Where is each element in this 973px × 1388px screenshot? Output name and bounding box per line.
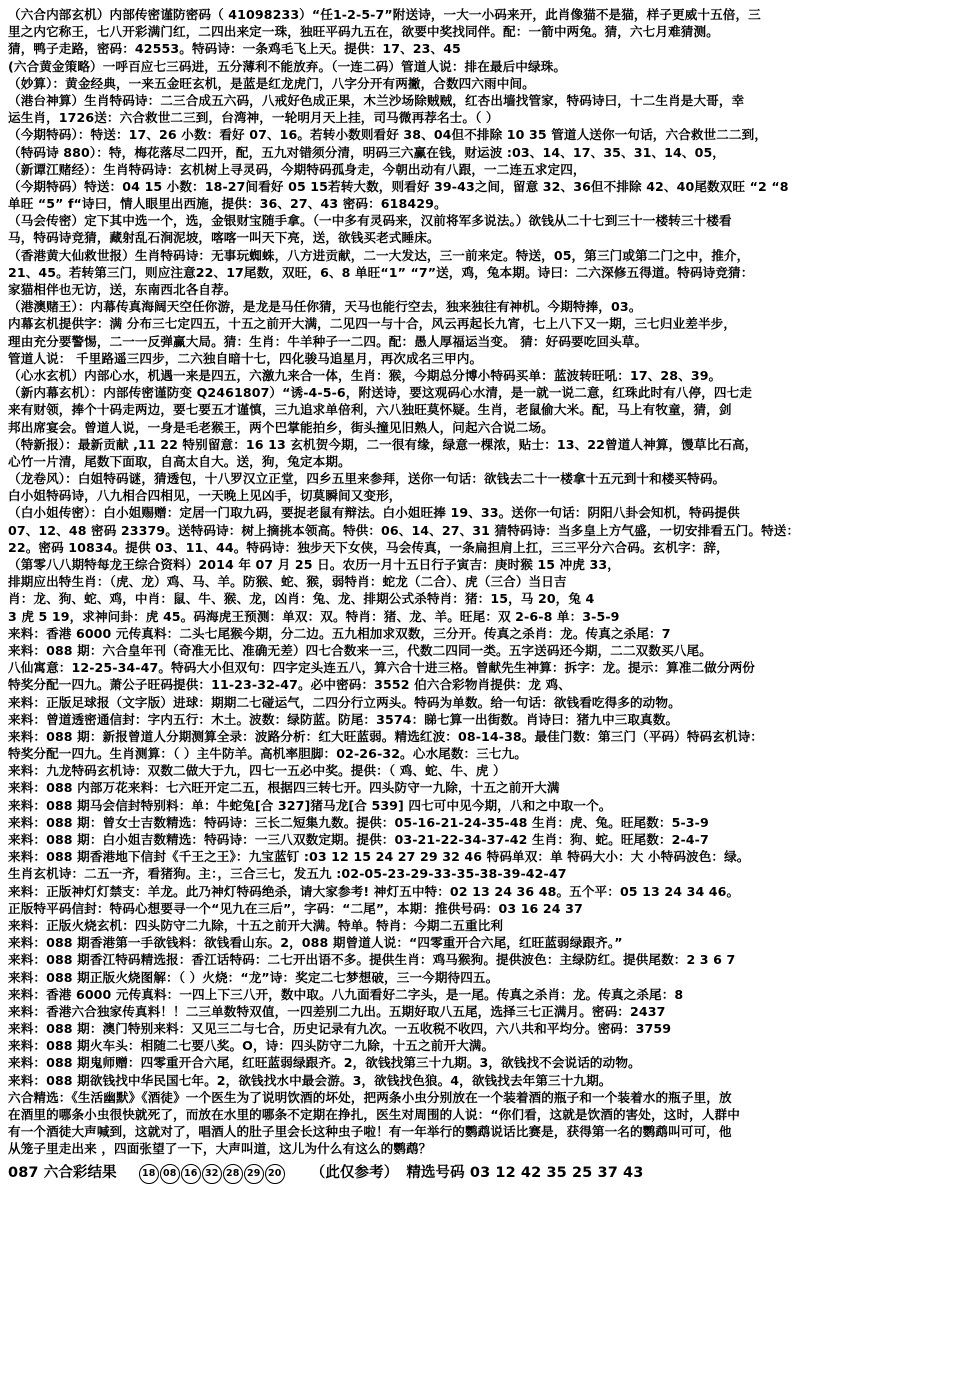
text-line: 来料：088 期正版火烧图解：（ ）火烧：“龙”诗：奖定二七梦想破，三一今期待四五。 — [8, 969, 499, 985]
text-line: 白小姐特码诗，八九相合四相见，一天晚上见凶手，切莫瞬间又变形， — [8, 488, 402, 504]
result-ball: 20 — [265, 1164, 285, 1184]
text-line: 有一个酒徒大声喊到，这就对了，唱酒人的肚子里会长这种虫子啦！有一年举行的鹦鹉说话比赛是，获得第一名的鹦鹉叫可可，他 — [8, 1124, 732, 1140]
newspaper-page — [8, 6, 965, 1382]
result-balls — [139, 1164, 285, 1184]
text-line: 22。密码 10834。提供 03、11、44。特码诗：独步天下女侠，马会传真，一条扁担肩上扛，三三平分六合码。玄机字：辞， — [8, 539, 729, 555]
text-column — [8, 6, 965, 1158]
text-line: 里之内它称王，七八开彩满门红，二四出来定一珠，独旺平码九五在，欲要中奖找同伴。配：一箭中两兔。猜，六七月难猜测。 — [8, 24, 719, 40]
text-line: 来料：088 期：澳门特别来料：又见三二与七合，历史记录有九次。一五收税不收四，六八共和平均分。密码：3759 — [8, 1021, 672, 1037]
text-line: 来料：088 期香江特码精选报：香江话特码：二七开出语不多。提供生肖：鸡马猴狗。提供波色：主绿防红。提供尾数：2 3 6 7 — [8, 952, 736, 968]
text-line: 来料：088 期：六合皇年刊（奇准无比、准确无差）四七合数来一三，代数二四同一类。五字送码还今期，二二双数买八尾。 — [8, 642, 712, 658]
text-line: 特奖分配一四九。生肖测算：（ ）主牛防羊。高机率胆脚：02-26-32。心水尾数：三七九。 — [8, 746, 527, 762]
text-line: 07、12、48 密码 23379。送特码诗：树上摘挑本领高。特供：06、14、27、31 猜特码诗：当多皇上方气盛，一切安排看五门。特送： — [8, 522, 800, 538]
text-line: 在酒里的哪条小虫很快就死了，而放在水里的哪条不定期在挣扎，医生对周围的人说：“你们看，这就是饮酒的害处，这时，人群中 — [8, 1107, 740, 1122]
text-line: 马，特码诗竞猜，藏射乱石涧泥坡，喀喀一叫天下亮，送，欲钱买老式睡床。 — [8, 230, 440, 246]
text-line: （六合内部玄机）内部传密谨防密码（ 41098233）“任1-2-5-7”附送诗，一大一小码来开，此肖像猫不是猫，样子更威十五倍，三 — [8, 7, 761, 22]
text-line: 来料：088 期：白小姐吉数精选：特码诗：一三八双数定期。提供：03-21-22-34-37-42 生肖：狗、蛇。旺尾数：2-4-7 — [8, 832, 709, 847]
text-line: 来料：曾道透密通信封：字内五行：木土。波数：绿防蓝。防尾：3574：睇七算一出街数。肖诗曰：猪九中三取真数。 — [8, 711, 679, 727]
result-ball: 28 — [223, 1164, 243, 1184]
text-line: （新内幕玄机）：内部传密谨防变 Q2461807）“诱-4-5-6，附送诗，要这观码心水清，是一就一说二意，红珠此时有八停，四七走 — [8, 385, 752, 401]
text-line: 八仙寓意：12-25-34-47。特码大小但双句：四字定头连五八，算六合十进三格。曾献先生神算：拆字：龙。提示：算准二做分两份 — [8, 660, 755, 676]
results-footer — [8, 1162, 965, 1186]
text-line: 来料：088 期马会信封特别料：单：牛蛇兔[合 327]猪马龙[合 539] 四七可中见今期，八和之中取一个。 — [8, 797, 612, 813]
text-line: （特新报）：最新贡献 ,11 22 特别留意：16 13 玄机贺今期，二一很有缘，绿意一棵浓，贴士：13、22曾道人神算，馒草比石高， — [8, 436, 758, 452]
text-line: 理由充分要警惕，二一一反弹赢大局。猜：生肖：牛羊种子一二四。配：愚人厚福运当变。 猜：好码要吃回头草。 — [8, 333, 648, 349]
text-line: （马会传密）定下其中选一个，选，金银财宝随手拿。（一中多有灵码来，汉前将军多说法。）欲钱从二十七到三十一楼转三十楼看 — [8, 213, 732, 229]
result-ball: 32 — [202, 1164, 222, 1184]
text-line: （今期特码）特送：04 15 小数：18-27间看好 05 15若转大数，则看好 39-43之间，留意 32、36但不排除 42、40尾数双旺 “2 “8 — [8, 178, 789, 194]
text-line: 来有财领，捧个十码走两边，要七要五才谨慎，三九追求单倍利，六八独旺莫怀疑。生肖，老鼠偷大米。配，马上有牧童，猜，剑 — [8, 402, 732, 418]
text-line: （龙卷风）：白姐特码谜，猜透包，十八罗汉立正堂，四乡五里来参拜，送你一句话：欲钱去二十一楼拿十五元到十和楼买特码。 — [8, 471, 726, 487]
text-line: （特码诗 880）：特，梅花落尽二四开，配，五九对错须分清，明码三六赢在钱，财运波 :03、14、17、35、31、14、05， — [8, 144, 725, 160]
text-line: 来料：香港 6000 元传真料：二头七尾猴今期，分二边。五九相加求双数，三分开。传真之杀肖：龙。传真之杀尾：7 — [8, 625, 671, 641]
text-line: 来料：九龙特码玄机诗：双数二做大于九，四七一五必中奖。提供：（ 鸡、蛇、牛、虎 ） — [8, 763, 506, 779]
text-line: （新谭江赌经）：生肖特码诗：玄机树上寻灵码，今期特码孤身走，今朝出动有八跟，一二连五求定四， — [8, 161, 586, 177]
results-title: 087 六合彩结果 — [8, 1164, 117, 1181]
text-line: 21、45。若转第三门，则应注意22、17尾数，双旺，6、8 单旺“1” “7”送，鸡，兔本期。诗曰：二六深修五得道。特码诗竞猜： — [8, 264, 754, 280]
text-line: 来料：正版足球报（文字版）进球：期期二七碰运气，二四分行立两头。特码为单数。给一句话：欲钱看吃得多的动物。 — [8, 694, 681, 710]
text-line: 来料：正版神灯灯禁支：羊龙。此乃神灯特码绝杀，请大家参考! 神灯五中特：02 13 24 36 48。五个平：05 13 24 34 46。 — [8, 883, 740, 899]
text-line: 来料：088 内部万花来料：七六旺开定二五，根据四三转七开。四头防守一九除，十五之前开大满 — [8, 780, 560, 796]
text-line: （心水玄机）内部心水，机遇一来是四五，六激九来合一体，生肖：猴，今期总分博小特码买单：蓝波转旺吼：17、28、39。 — [8, 367, 722, 383]
text-line: 来料：088 期：新报曾道人分期测算全录：波路分析：红大旺蓝弱。精选红波：08-14-38。最佳门数：第三门（平码）特码玄机诗： — [8, 728, 763, 744]
text-line: 管道人说： 千里路遥三四步，二六独自暗十七，四化骏马追星月，再次成名三甲内。 — [8, 350, 483, 366]
text-line: （妙算）：黄金经典，一来五金旺玄机，是蓝是红龙虎门，八字分开有两撇，合数四六雨中间。 — [8, 75, 535, 91]
text-line: （白小姐传密）：白小姐赐赠：定居一门取九码，要捉老鼠有辩法。白小姐旺捧 19、33。送你一句话：阴阳八卦会知机，特码提供 — [8, 505, 740, 521]
text-line: 邦出席宴会。曾道人说，一身是毛老猴王，两个巴掌能拍乡，街头撞见旧熟人，问起六合说二场。 — [8, 419, 554, 435]
text-line: 来料：088 期鬼师赠：四零重开合六尾，红旺蓝弱绿跟齐。2，欲钱找第三十九期。3，欲钱找不会说话的动物。 — [8, 1055, 641, 1071]
text-line: 3 虎 5 19，求神问卦：虎 45。码海虎王预测：单双：双。特肖：猪、龙、羊。旺尾：双 2-6-8 单：3-5-9 — [8, 608, 620, 624]
text-line: 心竹一片清，尾数下面取，自高太自大。送，狗，兔定本期。 — [8, 453, 351, 469]
text-line: 排期应出特生肖：（虎、龙）鸡、马、羊。防猴、蛇、猴，弱特肖：蛇龙（二合）、虎（三合）当日吉 — [8, 574, 567, 590]
text-line: 特奖分配一四九。萧公子旺码提供：11-23-32-47。必中密码：3552 伯六合彩物肖提供：龙 鸡、 — [8, 677, 571, 693]
text-line: 来料：香港六合独家传真料！！二三单数特双值，一四差别二九出。五期好取八五尾，选择三七正满月。密码：2437 — [8, 1003, 666, 1019]
text-line: 来料：香港 6000 元传真料：一四上下三八开，数中取。八九面看好二字头，是一尾。传真之杀肖：龙。传真之杀尾：8 — [8, 986, 684, 1002]
text-line: （港澳赌王）：内幕传真海阔天空任你游，是龙是马任你猜，天马也能行空去，独来独往有神机。今期特捧，03。 — [8, 299, 642, 315]
reference-note: （此仅参考） — [310, 1164, 399, 1181]
text-line: （香港黄大仙救世报）生肖特码诗：无事玩蜘蛛，八方进贡献，二一大发达，三一前来定。特送，05，第三门或第二门之中，推介， — [8, 247, 750, 263]
text-line: （第零八八期特每龙王综合资料）2014 年 07 月 25 日。农历一月十五日行子寅吉：庚时猴 15 冲虎 33， — [8, 557, 620, 572]
text-line: 肖：龙、狗、蛇、鸡，中肖：鼠、牛、猴、龙，凶肖：兔、龙、排期公式杀特肖：猪：15，马 20，兔 4 — [8, 591, 595, 607]
text-line: (六合黄金策略）一呼百应七三码进，五分薄利不能放弃。（一连二码）管道人说：排在最后中绿珠。 — [8, 58, 567, 74]
text-line: （港台神算）生肖特码诗：二三合成五六码，八戒好色成正果，木兰沙场除贼贼，红杏出墙找管家，特码诗曰，十二生肖是大哥，幸 — [8, 92, 745, 108]
text-line: 来料：088 期火车头：相随二七要八奖。O，诗：四头防守二九除，十五之前开大满。 — [8, 1038, 495, 1054]
text-line: 从笼子里走出来 ，四面张望了一下，大声叫道，这儿为什么有这么的鹦鹉？ — [8, 1141, 432, 1157]
text-line: （今期特码）：特送：17、26 小数：看好 07、16。若转小数则看好 38、04但不排除 10 35 管道人送你一句话，六合救世二二到， — [8, 127, 768, 143]
text-line: 六合精选：《生活幽默》《酒徒》一个医生为了说明饮酒的坏处，把两条小虫分别放在一个装着酒的瓶子和一个装着水的瓶子里，放 — [8, 1089, 732, 1105]
text-line: 单旺 “5” f“诗曰，情人眼里出西施，提供：36、27、43 密码：618429。 — [8, 196, 447, 212]
result-ball: 18 — [139, 1164, 159, 1184]
text-line: 来料：088 期香港第一手欲钱料：欲钱看山东。2，088 期曾道人说：“四零重开合六尾，红旺蓝弱绿跟齐。” — [8, 935, 623, 951]
text-line: 生肖玄机诗：二五一齐，看猪狗。主：，三合三七，发五九 :02-05-23-29-33-35-38-39-42-47 — [8, 866, 567, 882]
text-line: 来料：088 期欲钱找中华民国七年。2，欲钱找水中最会游。3，欲钱找色狼。4，欲钱找去年第三十九期。 — [8, 1072, 612, 1088]
text-line: 正版特平码信封：特码心想要寻一个“见九在三后”，字码：“二尾”，本期：推供号码：03 16 24 37 — [8, 900, 583, 916]
result-ball: 16 — [181, 1164, 201, 1184]
result-ball: 29 — [244, 1164, 264, 1184]
result-ball: 08 — [160, 1164, 180, 1184]
text-line: 内幕玄机提供字：满 分布三七定四五，十五之前开大满，二见四一与十合，风云再起长九宵，七上八下又一期，三七归业差半步， — [8, 316, 737, 332]
text-line: 猜，鸭子走路，密码：42553。特码诗：一条鸡毛飞上天。提供：17、23、45 — [8, 41, 461, 57]
text-line: 来料：088 期香港地下信封《千王之王》：九宝蓝钉 :03 12 15 24 27 29 32 46 特码单双：单 特码大小：大 小特码波色：绿。 — [8, 849, 750, 865]
text-line: 来料：正版火烧玄机：四头防守二九除，十五之前开大满。特单。特肖：今期二五重比利 — [8, 917, 504, 933]
text-line: 运生肖，1726送：六合救世二三到，台湾神，一轮明月天上挂，司马微再荐名士。（ ） — [8, 110, 499, 126]
text-line: 家猫相伴也无访，送，东南西北各自荐。 — [8, 282, 237, 297]
text-line: 来料：088 期：曾女士吉数精选：特码诗：三长二短集九数。提供：05-16-21-24-35-48 生肖：虎、兔。旺尾数：5-3-9 — [8, 814, 709, 830]
selected-numbers: 精选号码 03 12 42 35 25 37 43 — [406, 1164, 644, 1181]
